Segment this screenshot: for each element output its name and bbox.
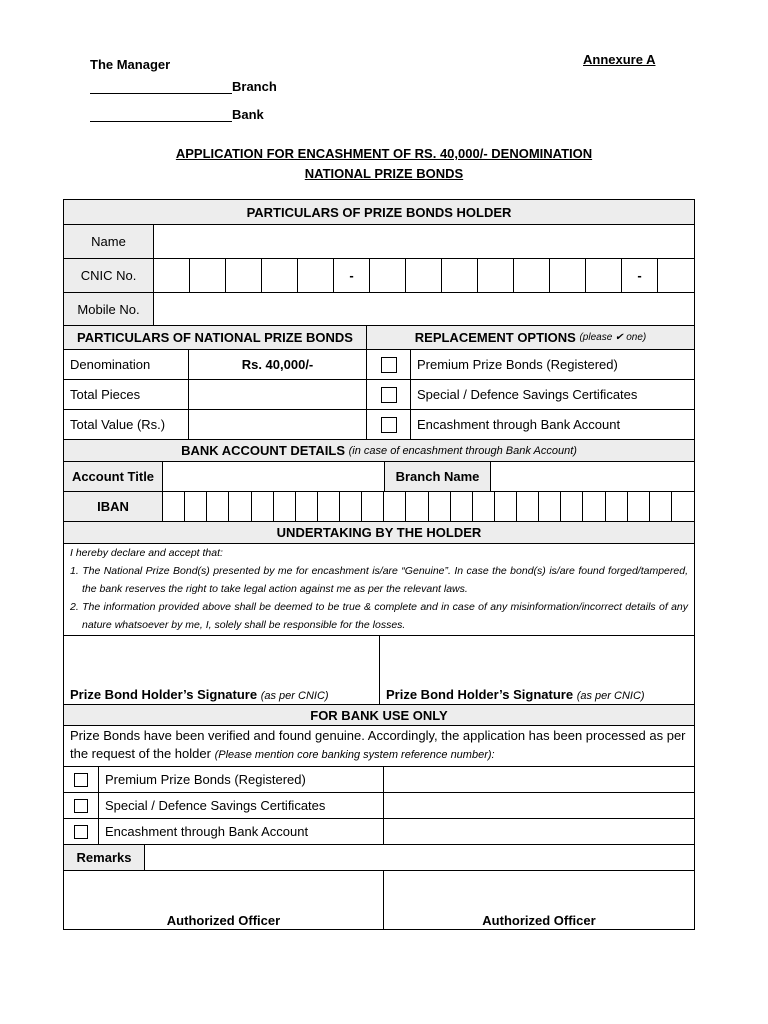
holder-signature-1[interactable]	[64, 636, 380, 704]
cnic-digit-box[interactable]	[442, 259, 478, 292]
remarks-row	[64, 845, 694, 871]
bank-use-statement	[64, 726, 694, 765]
name-field[interactable]	[154, 225, 694, 258]
iban-char-box[interactable]	[650, 492, 672, 521]
cnic-boxes	[154, 259, 694, 292]
bank-option-2-checkbox[interactable]	[74, 799, 88, 813]
addressee: The Manager	[90, 57, 171, 72]
pieces-label: Total Pieces	[64, 380, 189, 409]
iban-char-box[interactable]	[495, 492, 517, 521]
replacement-option-3-checkbox[interactable]	[381, 417, 397, 433]
pieces-field[interactable]	[189, 380, 367, 409]
replacement-option-3-label: Encashment through Bank Account	[417, 417, 621, 432]
iban-char-box[interactable]	[429, 492, 451, 521]
iban-char-box[interactable]	[207, 492, 229, 521]
form-title-line1: APPLICATION FOR ENCASHMENT OF RS. 40,000/- DENOMINATION	[175, 146, 593, 161]
cnic-digit-box[interactable]	[550, 259, 586, 292]
iban-boxes	[163, 492, 694, 521]
cnic-dash: -	[622, 259, 658, 292]
undertaking-item-2: 2. The information provided above shall be deemed to be true & complete and in case of any misinformation/incorrect details of any nature whatsoever by me, I, solely shall be responsible for the losses.	[70, 601, 688, 631]
remarks-field[interactable]	[145, 845, 694, 870]
denomination-label: Denomination	[64, 350, 189, 379]
value-field[interactable]	[189, 410, 367, 439]
iban-char-box[interactable]	[539, 492, 561, 521]
bank-use-statement-text: Prize Bonds have been verified and found genuine. Accordingly, the application has been processed as per the request of the holder	[70, 728, 686, 761]
iban-char-box[interactable]	[561, 492, 583, 521]
cnic-dash: -	[334, 259, 370, 292]
bank-option-1-checkbox[interactable]	[74, 773, 88, 787]
holder-section-header	[64, 200, 694, 225]
bank-use-statement-hint: (Please mention core banking system reference number):	[214, 749, 495, 761]
bonds-section-title: PARTICULARS OF NATIONAL PRIZE BONDS	[64, 326, 367, 349]
bank-option-2-label: Special / Defence Savings Certificates	[99, 793, 384, 818]
holder-signature-2-hint: (as per CNIC)	[576, 690, 645, 702]
cnic-digit-box[interactable]	[298, 259, 334, 292]
name-label: Name	[64, 225, 154, 258]
undertaking-section-title: UNDERTAKING BY THE HOLDER	[276, 525, 482, 540]
officer-signature-2[interactable]	[384, 871, 694, 929]
bank-option-2-cell	[64, 793, 99, 818]
iban-char-box[interactable]	[606, 492, 628, 521]
account-title-field[interactable]	[163, 462, 385, 491]
iban-char-box[interactable]	[473, 492, 495, 521]
iban-char-box[interactable]	[672, 492, 694, 521]
iban-label: IBAN	[64, 492, 163, 521]
bank-option-3-checkbox[interactable]	[74, 825, 88, 839]
iban-char-box[interactable]	[252, 492, 274, 521]
name-row	[64, 225, 694, 259]
cnic-digit-box[interactable]	[154, 259, 190, 292]
iban-char-box[interactable]	[163, 492, 185, 521]
officer-2-label: Authorized Officer	[482, 913, 596, 928]
bank-line	[90, 107, 264, 122]
cnic-row	[64, 259, 694, 293]
cnic-digit-box[interactable]	[478, 259, 514, 292]
branch-line	[90, 79, 277, 94]
bank-option-1-cell	[64, 767, 99, 792]
account-title-row	[64, 462, 694, 492]
bank-option-row-2	[64, 793, 694, 819]
bank-account-title-text: BANK ACCOUNT DETAILS	[181, 443, 346, 458]
replacement-option-3-cell	[367, 410, 411, 439]
replacement-hint: (please ✔ one)	[579, 332, 647, 343]
bank-account-section-header	[64, 440, 694, 462]
cnic-digit-box[interactable]	[262, 259, 298, 292]
bank-account-hint: (in case of encashment through Bank Account)	[348, 444, 577, 457]
replacement-section-title	[367, 326, 694, 349]
form-title-line2: NATIONAL PRIZE BONDS	[304, 166, 464, 181]
iban-char-box[interactable]	[583, 492, 605, 521]
bank-option-1-label: Premium Prize Bonds (Registered)	[99, 767, 384, 792]
officer-signature-1[interactable]	[64, 871, 384, 929]
pieces-row	[64, 380, 694, 410]
cnic-digit-box[interactable]	[658, 259, 694, 292]
iban-char-box[interactable]	[229, 492, 251, 521]
bank-use-section-header	[64, 705, 694, 726]
holder-signature-1-hint: (as per CNIC)	[260, 690, 329, 702]
branch-label: Branch	[232, 79, 277, 94]
bank-blank[interactable]	[90, 107, 232, 122]
bank-use-section-title: FOR BANK USE ONLY	[310, 707, 448, 723]
iban-char-box[interactable]	[185, 492, 207, 521]
iban-char-box[interactable]	[451, 492, 473, 521]
bank-account-section-title	[64, 440, 694, 461]
undertaking-text	[64, 544, 694, 634]
officer-1-label: Authorized Officer	[166, 913, 281, 928]
denomination-value: Rs. 40,000/-	[189, 350, 367, 379]
cnic-digit-box[interactable]	[406, 259, 442, 292]
iban-char-box[interactable]	[340, 492, 362, 521]
replacement-option-2-checkbox[interactable]	[381, 387, 397, 403]
value-row	[64, 410, 694, 440]
bank-label: Bank	[232, 107, 264, 122]
branch-name-label: Branch Name	[385, 462, 491, 491]
cnic-digit-box[interactable]	[190, 259, 226, 292]
replacement-option-2-label: Special / Defence Savings Certificates	[417, 387, 638, 402]
replacement-option-1-cell	[367, 350, 411, 379]
holder-signature-1-label: Prize Bond Holder’s Signature	[70, 687, 258, 702]
bank-use-statement-row	[64, 726, 694, 767]
holder-section-title: PARTICULARS OF PRIZE BONDS HOLDER	[246, 204, 512, 220]
iban-char-box[interactable]	[318, 492, 340, 521]
replacement-option-2-cell	[367, 380, 411, 409]
iban-char-box[interactable]	[406, 492, 428, 521]
cnic-digit-box[interactable]	[370, 259, 406, 292]
iban-char-box[interactable]	[517, 492, 539, 521]
iban-char-box[interactable]	[296, 492, 318, 521]
iban-char-box[interactable]	[274, 492, 296, 521]
bank-option-1-reference[interactable]	[384, 767, 694, 792]
mobile-label: Mobile No.	[64, 293, 154, 325]
holder-signature-row	[64, 636, 694, 705]
denomination-row	[64, 350, 694, 380]
iban-char-box[interactable]	[362, 492, 384, 521]
bank-option-row-1	[64, 767, 694, 793]
cnic-digit-box[interactable]	[514, 259, 550, 292]
remarks-label: Remarks	[64, 845, 145, 870]
holder-signature-2-label: Prize Bond Holder’s Signature	[386, 687, 574, 702]
undertaking-intro: I hereby declare and accept that:	[70, 547, 223, 559]
mobile-row	[64, 293, 694, 326]
replacement-title-text: REPLACEMENT OPTIONS	[414, 330, 576, 345]
iban-char-box[interactable]	[628, 492, 650, 521]
iban-char-box[interactable]	[384, 492, 406, 521]
branch-blank[interactable]	[90, 79, 232, 94]
officer-signature-row	[64, 871, 694, 929]
cnic-label: CNIC No.	[64, 259, 154, 292]
bank-option-3-label: Encashment through Bank Account	[99, 819, 384, 844]
bank-option-3-reference[interactable]	[384, 819, 694, 844]
bank-option-row-3	[64, 819, 694, 845]
account-title-label: Account Title	[64, 462, 163, 491]
bank-option-2-reference[interactable]	[384, 793, 694, 818]
annexure-label: Annexure A	[583, 52, 656, 67]
iban-row	[64, 492, 694, 522]
holder-signature-2[interactable]	[380, 636, 694, 704]
replacement-option-1-label: Premium Prize Bonds (Registered)	[417, 357, 618, 372]
bank-option-3-cell	[64, 819, 99, 844]
cnic-digit-box[interactable]	[226, 259, 262, 292]
undertaking-text-block	[64, 544, 694, 636]
undertaking-section-header	[64, 522, 694, 544]
replacement-option-1-checkbox[interactable]	[381, 357, 397, 373]
bonds-section-header	[64, 326, 694, 350]
undertaking-item-1: 1. The National Prize Bond(s) presented by me for encashment is/are “Genuine”. In case the bond(s) is/are found forged/tampered, the bank reserves the right to take legal action against me as per the relevant laws.	[70, 565, 688, 595]
application-form	[63, 199, 695, 930]
branch-name-field[interactable]	[491, 462, 694, 491]
cnic-digit-box[interactable]	[586, 259, 622, 292]
mobile-field[interactable]	[154, 293, 694, 325]
value-label: Total Value (Rs.)	[64, 410, 189, 439]
